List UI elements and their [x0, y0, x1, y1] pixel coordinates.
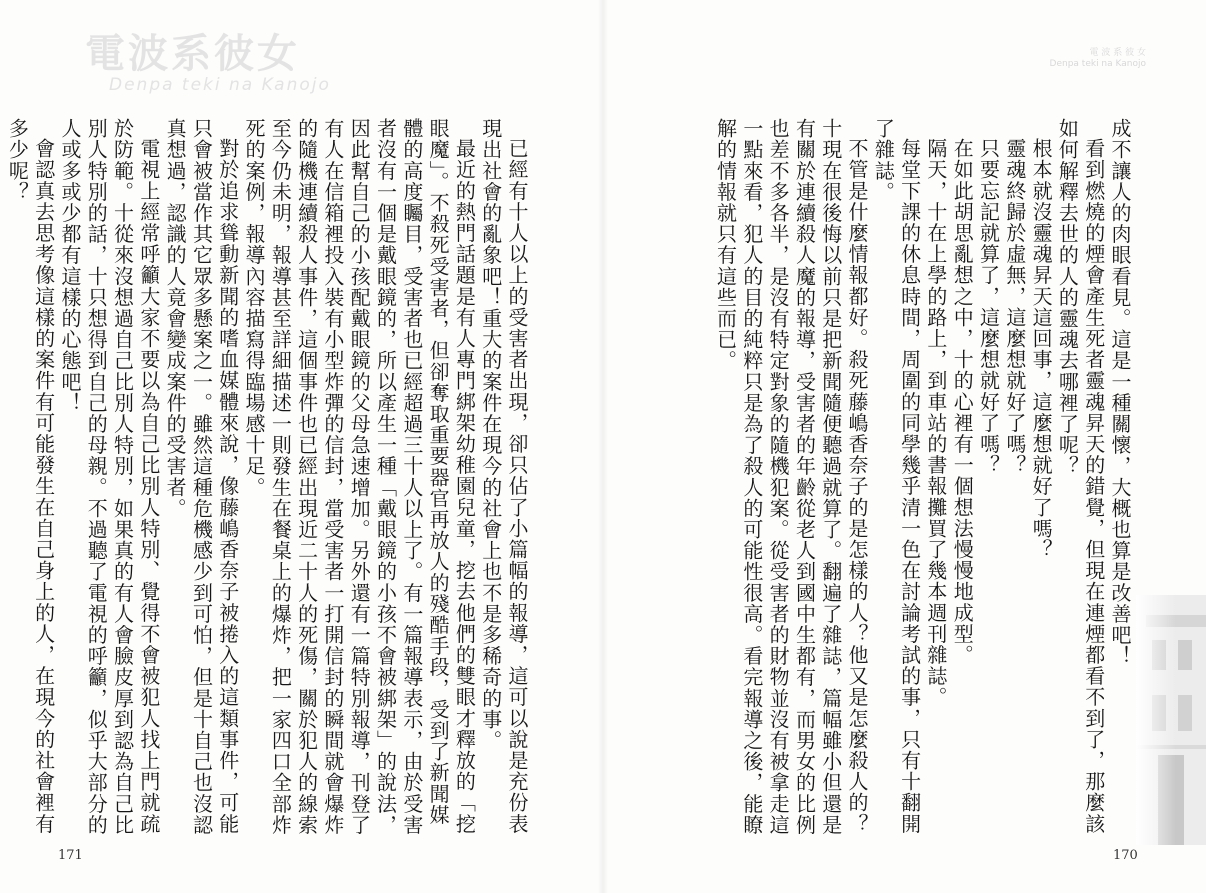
paragraph: 根本就沒靈魂昇天這回事，這麼想就好了嗎？	[1029, 138, 1054, 560]
left-page-body	[5, 118, 530, 838]
page-number-right: 170	[1113, 848, 1138, 863]
paragraph: 只要忘記就算了，這麼想就好了嗎？	[976, 138, 1001, 476]
series-romaji: Denpa teki na Kanojo	[109, 75, 331, 95]
page-number-left: 171	[58, 848, 83, 863]
series-tag-title: 電 波 系 彼 女	[1089, 48, 1146, 58]
paragraph: 不管是什麼情報都好。殺死藤嶋香奈子的是怎樣的人？他又是怎麼殺人的？十現在很後悔以前只是把新聞隨便聽過就算了。翻遍了雜誌，篇幅雖小但還是有關於連續殺人魔的報導，受害者的年齡從老人到國中生都有，而男女的比例也差不多各半，是沒有特定對象的隨機犯案。從受害者的財物並沒有被拿走這一點來看，犯人的目的純粹只是為了殺人的可能性很高。看完報導之後，能瞭解的情報就只有這些而已。	[713, 118, 870, 836]
paragraph: 最近的熱門話題是有人專門綁架幼稚園兒童，挖去他們的雙眼才釋放的「挖眼魔」。不殺死受害者，但卻奪取重要器官再放人的殘酷手段，受到了新聞媒體的高度矚目，受害者也已經超過三十人以上了。有一篇報導表示，由於受害者沒有一個是戴眼鏡的，所以產生一種「戴眼鏡的小孩不會被綁架」的說法，因此幫自己的小孩配戴眼鏡的父母急速增加。另外還有一篇特別報導，刊登了有人在信箱裡投入裝有小型炸彈的信封，當受害者一打開信封的瞬間就會爆炸的隨機連續殺人事件，這個事件也已經出現近二十人的死傷，關於犯人的線索至今仍未明，報導甚至詳細描述一則發生在餐桌上的爆炸，把一家四口全部炸死的案例，報導內容描寫得臨場感十足。	[242, 118, 477, 836]
paragraph: 對於追求聳動新聞的嗜血媒體來說，像藤嶋香奈子被捲入的這類事件，可能只會被當作其它眾多懸案之一。雖然這種危機感少到可怕，但是十自己也沒認真想過，認識的人竟會變成案件的受害者。	[163, 118, 240, 836]
paragraph: 會認真去思考像這樣的案件有可能發生在自己身上的人，在現今的社會裡有多少呢？	[5, 118, 56, 835]
series-title: 電波系彼女	[85, 31, 300, 77]
paragraph: 隔天，十在上學的路上，到車站的書報攤買了幾本週刊雜誌。	[923, 138, 948, 708]
paragraph: 每堂下課的休息時間，周圍的同學幾乎清一色在討論考試的事，只有十翻開了雜誌。	[871, 118, 922, 835]
right-page	[603, 0, 1206, 893]
paragraph: 成不讓人的肉眼看見。這是一種關懷，大概也算是改善吧！	[1108, 118, 1132, 667]
paragraph: 在如此胡思亂想之中，十的心裡有一個想法慢慢地成型。	[950, 138, 975, 666]
series-tag	[1050, 48, 1146, 70]
paragraph: 看到燃燒的煙會產生死者靈魂昇天的錯覺，但現在連煙都看不到了，那麼該如何解釋去世的人的靈魂去哪裡了呢？	[1055, 118, 1106, 835]
paragraph: 已經有十人以上的受害者出現，卻只佔了小篇幅的報導，這可以說是充份表現出社會的亂象吧！重大的案件在現今的社會上也不是多稀奇的事。	[478, 118, 529, 835]
series-tag-romaji: Denpa teki na Kanojo	[1049, 59, 1146, 69]
paragraph: 靈魂終歸於虛無，這麼想就好了嗎？	[1002, 138, 1027, 476]
right-page-body	[653, 118, 1133, 838]
building-illustration	[1136, 595, 1206, 845]
series-logo	[85, 22, 331, 95]
paragraph: 電視上經常呼籲大家不要以為自己比別人特別、覺得不會被犯人找上門就疏於防範。十從來沒想過自己比別人特別，如果真的有人會臉皮厚到認為自己比別人特別的話，十只想得到自己的母親。不過聽了電視的呼籲，似乎大部分的人或多或少都有這樣的心態吧！	[57, 118, 161, 836]
